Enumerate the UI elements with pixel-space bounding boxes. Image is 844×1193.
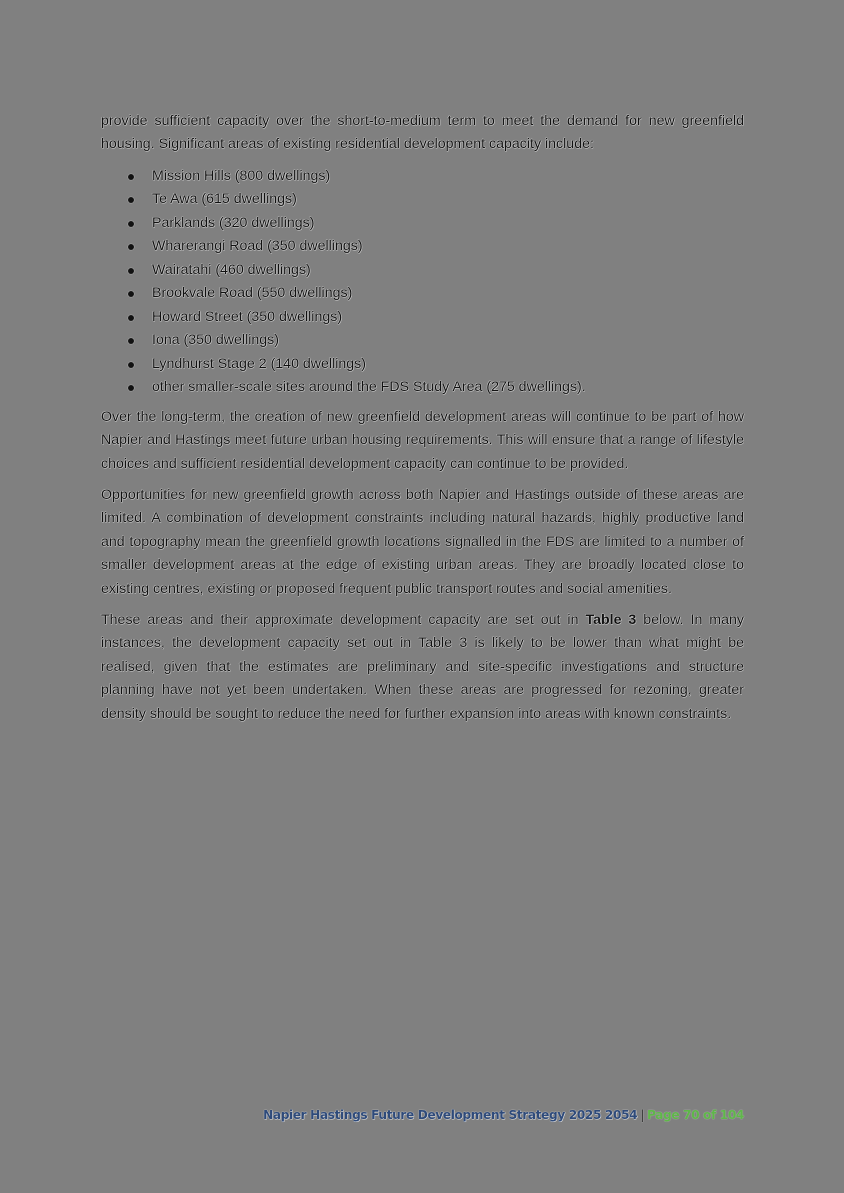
bullet-icon — [128, 362, 134, 368]
list-item-text: other smaller-scale sites around the FDS Study Area (275 dwellings). — [152, 379, 586, 396]
bullet-icon — [128, 221, 134, 227]
opportunities-paragraph: Opportunities for new greenfield growth across both Napier and Hastings outside of these areas are limited. A combination of development constraints including natural hazards, highly productive land and topography mean the greenfield growth locations signalled in the FDS are limited to a number of smaller development areas at the edge of existing urban areas. They are broadly located close to existing centres, existing or proposed frequent public transport routes and social amenities. — [101, 487, 744, 597]
table-paragraph-start: These areas and their approximate development capacity are set out in — [101, 612, 586, 629]
list-item — [101, 329, 744, 353]
list-item-text: Te Awa (615 dwellings) — [152, 191, 297, 208]
list-item — [101, 376, 744, 400]
list-item-text: Iona (350 dwellings) — [152, 332, 279, 349]
long-term-paragraph: Over the long-term, the creation of new greenfield development areas will continue to be part of how Napier and Hastings meet future urban housing requirements. This will ensure that a range of lifestyle choices and sufficient residential development capacity can continue to be provided. — [101, 408, 744, 472]
list-item-text: Wharerangi Road (350 dwellings) — [152, 238, 363, 255]
page-content — [101, 110, 744, 734]
bullet-icon — [128, 197, 134, 203]
bullet-icon — [128, 268, 134, 274]
table-paragraph-end: below. In many instances, the development capacity set out in Table 3 is likely to be lower than what might be realised, given that the estimates are preliminary and site-specific investigations and structure planning have not yet been undertaken. When these areas are progressed for rezoning, greater density should be sought to reduce the need for further expansion into areas with known constraints. — [101, 612, 744, 722]
list-item — [101, 353, 744, 377]
intro-paragraph: provide sufficient capacity over the short-to-medium term to meet the demand for new greenfield housing. Significant areas of existing residential development capacity include: — [101, 113, 744, 153]
bullet-icon — [128, 291, 134, 297]
list-item-text: Howard Street (350 dwellings) — [152, 308, 343, 325]
list-item — [101, 165, 744, 189]
list-item — [101, 212, 744, 236]
list-item-text: Lyndhurst Stage 2 (140 dwellings) — [152, 355, 366, 372]
list-item-text: Wairatahi (460 dwellings) — [152, 261, 311, 278]
footer-separator: | — [640, 1108, 644, 1122]
bullet-icon — [128, 338, 134, 344]
capacity-list — [101, 165, 744, 400]
list-item — [101, 259, 744, 283]
bullet-icon — [128, 244, 134, 250]
page-footer — [263, 1108, 744, 1122]
bullet-icon — [128, 315, 134, 321]
list-item — [101, 282, 744, 306]
table-reference-paragraph — [101, 609, 744, 726]
footer-document-title: Napier Hastings Future Development Strategy 2025 2054 — [263, 1108, 638, 1122]
list-item-text: Mission Hills (800 dwellings) — [152, 167, 331, 184]
bullet-icon — [128, 385, 134, 391]
list-item — [101, 306, 744, 330]
footer-page-number: Page 70 of 104 — [646, 1108, 744, 1122]
list-item — [101, 235, 744, 259]
list-item — [101, 188, 744, 212]
table-3-reference: Table 3 — [585, 612, 637, 629]
list-item-text: Parklands (320 dwellings) — [152, 214, 315, 231]
bullet-icon — [128, 174, 134, 180]
list-item-text: Brookvale Road (550 dwellings) — [152, 285, 353, 302]
